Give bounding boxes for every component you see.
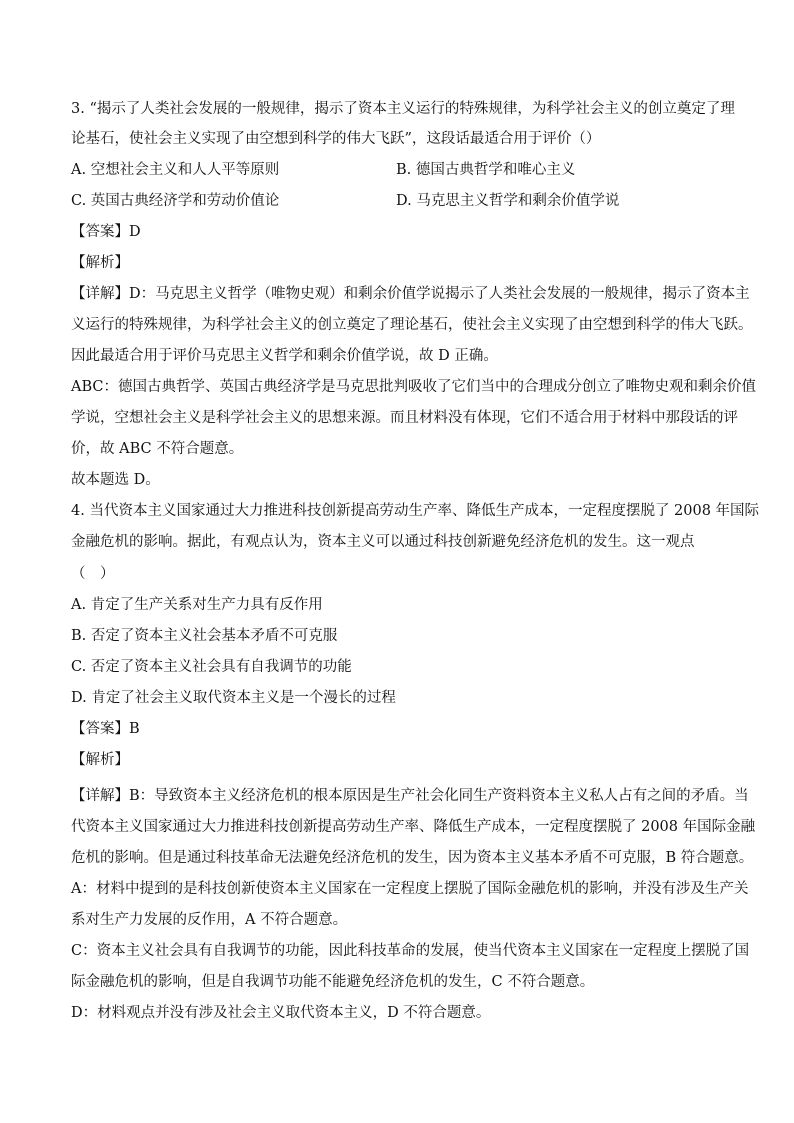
- q4-detail-line-8: D：材料观点并没有涉及社会主义取代资本主义，D 不符合题意。: [71, 1005, 491, 1021]
- q3-conclusion: 故本题选 D。: [71, 472, 160, 488]
- q3-stem-line-2: 论基石，使社会主义实现了由空想到科学的伟大飞跃”，这段话最适合用于评价（）: [71, 131, 601, 147]
- q4-stem-line-2: 金融危机的影响。据此，有观点认为，资本主义可以通过科技创新避免经济危机的发生。这一观点: [71, 534, 695, 550]
- q3-answer: 【答案】D: [71, 224, 141, 240]
- q3-option-c: C. 英国古典经济学和劳动价值论: [71, 193, 280, 209]
- q4-option-a: A. 肯定了生产关系对生产力具有反作用: [71, 597, 323, 613]
- q4-option-d: D. 肯定了社会主义取代资本主义是一个漫长的过程: [71, 690, 396, 706]
- q4-detail-line-3: 危机的影响。但是通过科技革命无法避免经济危机的发生，因为资本主义基本矛盾不可克服，B 符合题意。: [71, 850, 754, 866]
- q4-answer: 【答案】B: [71, 721, 140, 737]
- q4-analysis-label: 【解析】: [71, 752, 129, 768]
- q3-detail-line-6: 价，故 ABC 不符合题意。: [71, 441, 244, 457]
- q4-detail-line-6: C：资本主义社会具有自我调节的功能，因此科技革命的发展，使当代资本主义国家在一定程度上摆脱了国: [71, 943, 750, 959]
- q4-detail-line-2: 代资本主义国家通过大力推进科技创新提高劳动生产率、降低生产成本，一定程度摆脱了 2008 年国际金融: [71, 819, 756, 835]
- q3-detail-line-5: 学说，空想社会主义是科学社会主义的思想来源。而且材料没有体现，它们不适合用于材料中那段话的评: [71, 410, 738, 426]
- q4-detail-line-5: 系对生产力发展的反作用，A 不符合题意。: [71, 912, 348, 928]
- q3-option-a: A. 空想社会主义和人人平等原则: [71, 162, 280, 178]
- q4-option-b: B. 否定了资本主义社会基本矛盾不可克服: [71, 628, 338, 644]
- q3-option-b: B. 德国古典哲学和唯心主义: [396, 162, 576, 178]
- q3-analysis-label: 【解析】: [71, 255, 129, 271]
- q4-stem-line-3: （ ）: [71, 566, 115, 582]
- q4-option-c: C. 否定了资本主义社会具有自我调节的功能: [71, 659, 352, 675]
- q4-detail-line-4: A：材料中提到的是科技创新使资本主义国家在一定程度上摆脱了国际金融危机的影响，并没有涉及生产关: [71, 881, 749, 897]
- q3-detail-line-1: 【详解】D：马克思主义哲学（唯物史观）和剩余价值学说揭示了人类社会发展的一般规律，揭示了资本主: [71, 286, 750, 302]
- q4-stem-line-1: 4. 当代资本主义国家通过大力推进科技创新提高劳动生产率、降低生产成本，一定程度摆脱了 2008 年国际: [71, 503, 760, 519]
- q3-detail-line-2: 义运行的特殊规律，为科学社会主义的创立奠定了理论基石，使社会主义实现了由空想到科学的伟大飞跃。: [71, 317, 753, 333]
- q3-detail-line-3: 因此最适合用于评价马克思主义哲学和剩余价值学说，故 D 正确。: [71, 348, 498, 364]
- q4-detail-line-1: 【详解】B：导致资本主义经济危机的根本原因是生产社会化同生产资料资本主义私人占有之间的矛盾。当: [71, 788, 749, 804]
- q3-detail-line-4: ABC：德国古典哲学、英国古典经济学是马克思批判吸收了它们当中的合理成分创立了唯物史观和剩余价值: [71, 379, 756, 395]
- q4-detail-line-7: 际金融危机的影响，但是自我调节功能不能避免经济危机的发生，C 不符合题意。: [71, 974, 595, 990]
- q3-option-d: D. 马克思主义哲学和剩余价值学说: [396, 193, 620, 209]
- q3-stem-line-1: 3. “揭示了人类社会发展的一般规律，揭示了资本主义运行的特殊规律，为科学社会主义的创立奠定了理: [71, 101, 735, 117]
